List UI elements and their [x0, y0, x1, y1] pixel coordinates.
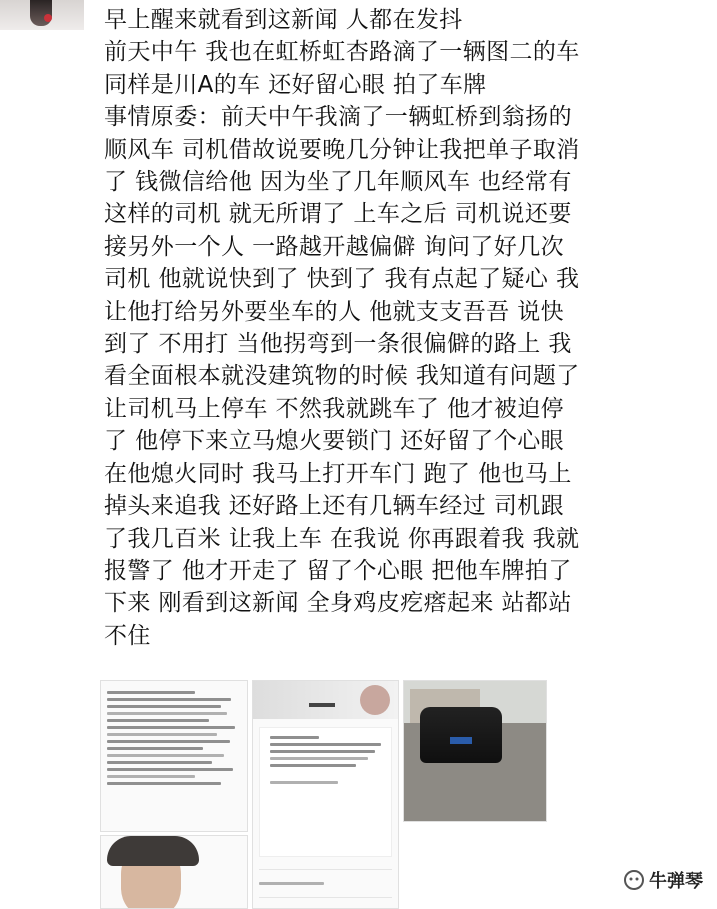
post-line: 了我几百米 让我上车 在我说 你再跟着我 我就: [104, 525, 580, 552]
screenshot-thumbnail-1[interactable]: [100, 680, 248, 832]
post-line: 前天中午 我也在虹桥虹杏路滴了一辆图二的车: [104, 39, 580, 66]
post-line: 到了 不用打 当他拐弯到一条很偏僻的路上 我: [104, 331, 572, 358]
avatar-accent: [44, 14, 52, 22]
profile-header: [253, 681, 398, 719]
watermark-text: 牛弹琴: [649, 871, 703, 892]
portrait-thumbnail[interactable]: [100, 835, 248, 909]
car-photo-thumbnail[interactable]: [403, 680, 547, 822]
car: [420, 707, 502, 763]
user-avatar[interactable]: [0, 0, 84, 30]
post-line: 接另外一个人 一路越开越偏僻 询问了好几次: [104, 233, 565, 260]
hair: [107, 836, 199, 866]
post-line: 在他熄火同时 我马上打开车门 跑了 他也马上: [104, 460, 572, 487]
license-plate: [450, 737, 472, 744]
post-line: 顺风车 司机借故说要晚几分钟让我把单子取消: [104, 136, 580, 163]
post-line: 事情原委：前天中午我滴了一辆虹桥到翁扬的: [104, 104, 572, 131]
post-line: 同样是川A的车 还好留心眼 拍了车牌: [104, 71, 487, 98]
post-line: 这样的司机 就无所谓了 上车之后 司机说还要: [104, 201, 572, 228]
post-line: 看全面根本就没建筑物的时候 我知道有问题了: [104, 363, 580, 390]
post-line: 了 他停下来立马熄火要锁门 还好留了个心眼: [104, 428, 565, 455]
profile-photo: [360, 685, 390, 715]
post-line: 不住: [104, 622, 151, 649]
image-grid: [100, 680, 560, 907]
post-line: 早上醒来就看到这新闻 人都在发抖: [104, 7, 463, 33]
post-line: 下来 刚看到这新闻 全身鸡皮疙瘩起来 站都站: [104, 590, 572, 617]
profile-name: [309, 703, 335, 707]
post-card: [259, 727, 392, 857]
avatar-figure: [30, 0, 52, 26]
wechat-mp-logo-icon: [623, 869, 645, 891]
post-line: 报警了 他才开走了 留了个心眼 把他车牌拍了: [104, 557, 572, 584]
screenshot-thumbnail-2[interactable]: [252, 680, 399, 909]
post-line: 让司机马上停车 不然我就跳车了 他才被迫停: [104, 395, 565, 422]
post-text: [104, 4, 674, 652]
post-line: 掉头来追我 还好路上还有几辆车经过 司机跟: [104, 493, 565, 520]
watermark: [623, 867, 703, 893]
post-line: 司机 他就说快到了 快到了 我有点起了疑心 我: [104, 266, 580, 293]
post-line: 让他打给另外要坐车的人 他就支支吾吾 说快: [104, 298, 565, 325]
post-line: 了 钱微信给他 因为坐了几年顺风车 也经常有: [104, 169, 572, 196]
